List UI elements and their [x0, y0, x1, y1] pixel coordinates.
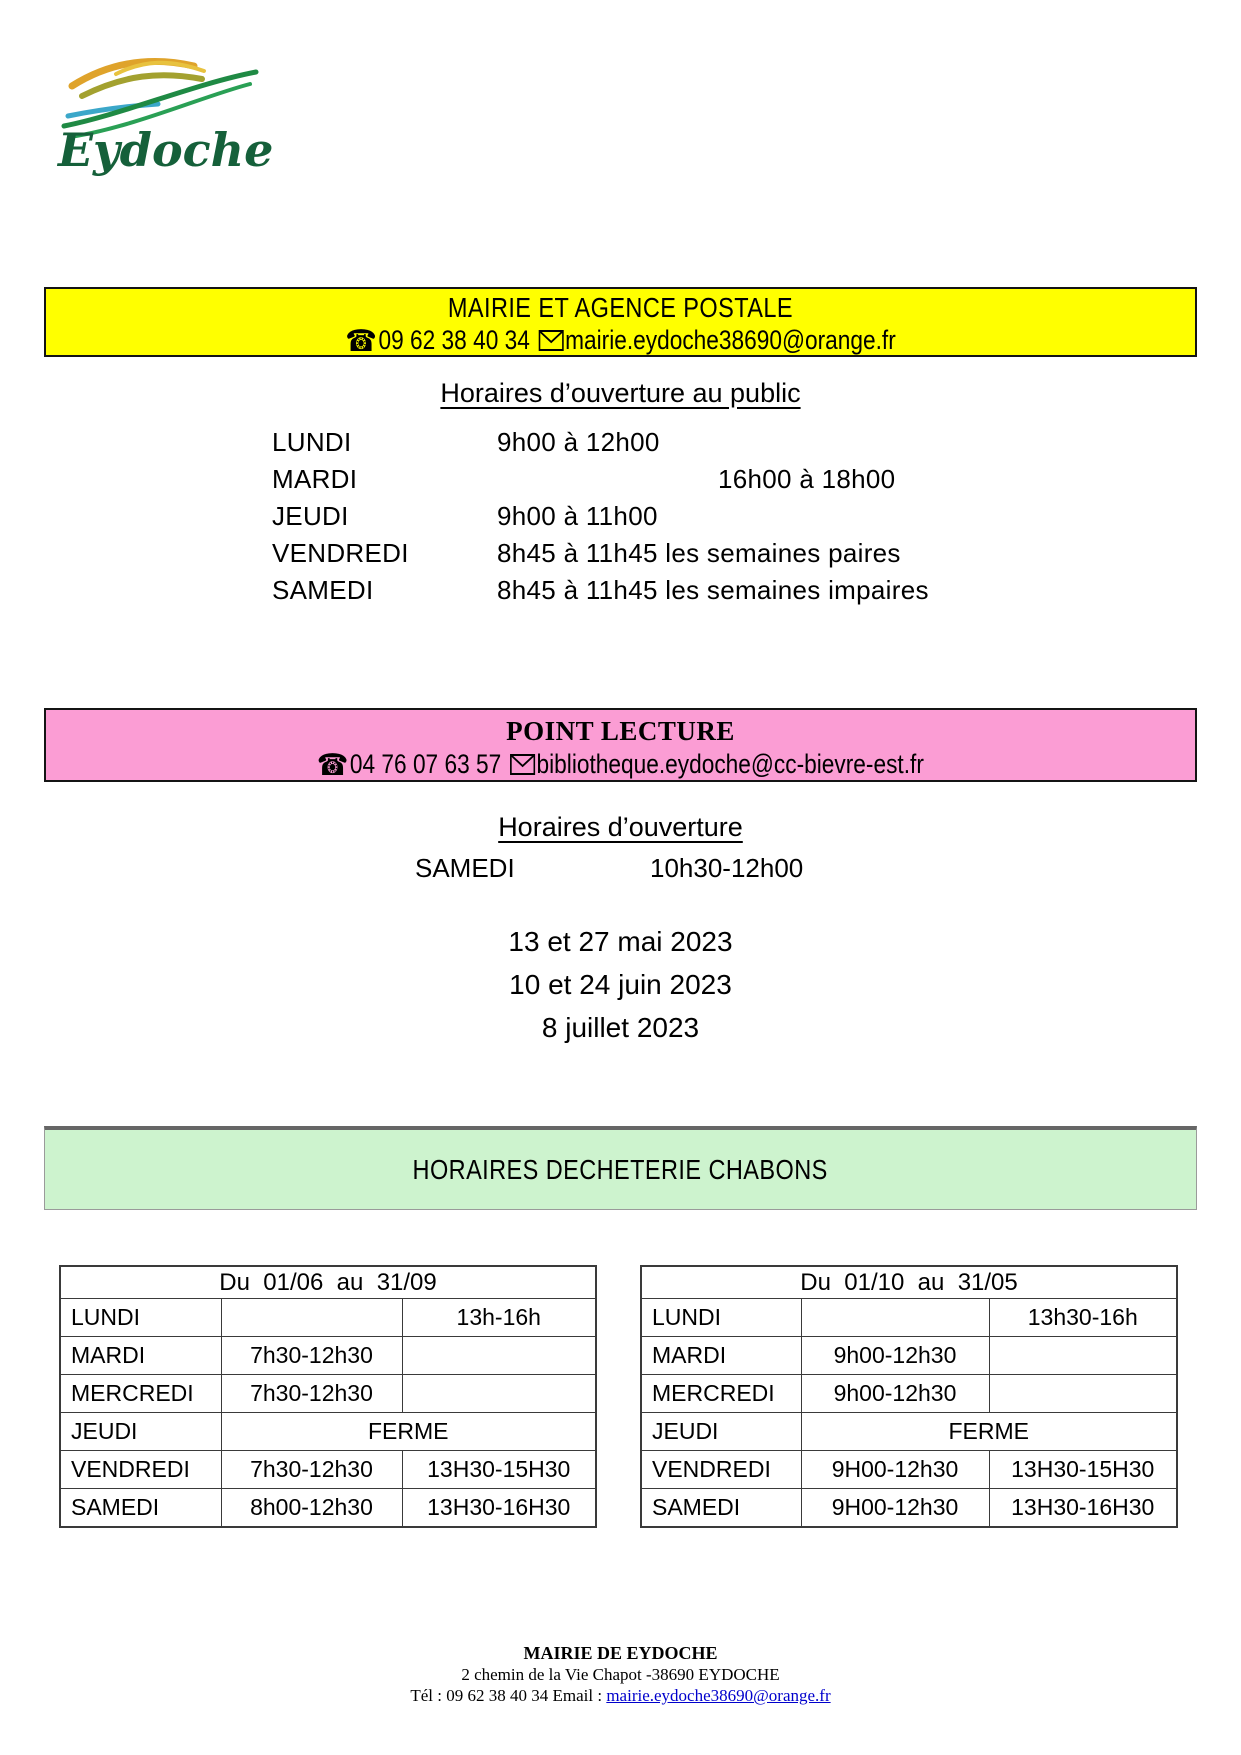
mairie-banner [44, 287, 1197, 357]
mairie-hours-heading: Horaires d’ouverture au public [440, 378, 801, 408]
envelope-icon [538, 330, 563, 351]
day-cell: SAMEDI [641, 1489, 801, 1528]
day-cell: MERCREDI [641, 1375, 801, 1413]
am-cell: 9H00-12h30 [801, 1451, 989, 1489]
table-row [641, 1489, 1177, 1528]
lecture-email: bibliotheque.eydoche@cc-bievre-est.fr [536, 749, 925, 779]
time-label: 8h45 à 11h45 les semaines impaires [497, 575, 929, 605]
day-cell: LUNDI [60, 1299, 221, 1337]
table-header-row [641, 1266, 1177, 1299]
table-row [641, 1413, 1177, 1451]
mairie-banner-title: MAIRIE ET AGENCE POSTALE [447, 292, 794, 323]
day-cell: VENDREDI [60, 1451, 221, 1489]
time-label: 16h00 à 18h00 [718, 464, 896, 494]
pm-cell [402, 1375, 596, 1413]
pm-cell [989, 1337, 1177, 1375]
table-row [641, 1299, 1177, 1337]
footer-address: 2 chemin de la Vie Chapot -38690 EYDOCHE [461, 1665, 780, 1684]
am-cell: 7h30-12h30 [221, 1375, 402, 1413]
pm-cell: 13H30-15H30 [402, 1451, 596, 1489]
table-row [641, 1451, 1177, 1489]
table-row [60, 1451, 596, 1489]
phone-icon: ☎ [316, 749, 349, 782]
mairie-hours-list [272, 424, 929, 609]
day-cell: MARDI [60, 1337, 221, 1375]
table-header-row [60, 1266, 596, 1299]
wheat-swoosh-icon [52, 32, 272, 182]
day-cell: MERCREDI [60, 1375, 221, 1413]
table-row [60, 1299, 596, 1337]
pm-cell [989, 1375, 1177, 1413]
pm-cell: 13h30-16h [989, 1299, 1177, 1337]
day-label: SAMEDI [272, 575, 374, 605]
envelope-icon [510, 754, 535, 775]
day-cell: MARDI [641, 1337, 801, 1375]
am-cell: 9h00-12h30 [801, 1337, 989, 1375]
day-cell: SAMEDI [60, 1489, 221, 1528]
am-cell: 9H00-12h30 [801, 1489, 989, 1528]
time-label: 8h45 à 11h45 les semaines paires [497, 538, 901, 568]
date-line: 8 juillet 2023 [541, 1012, 700, 1043]
table-row [60, 1413, 596, 1451]
date-line: 10 et 24 juin 2023 [509, 969, 732, 1000]
hours-row [272, 461, 929, 498]
time-label: 10h30-12h00 [650, 852, 804, 883]
day-cell: LUNDI [641, 1299, 801, 1337]
pm-cell: 13h-16h [402, 1299, 596, 1337]
footer-email-link[interactable]: mairie.eydoche38690@orange.fr [606, 1686, 831, 1705]
day-label: VENDREDI [272, 538, 409, 568]
decheterie-banner [44, 1126, 1197, 1210]
decheterie-title: HORAIRES DECHETERIE CHABONS [412, 1153, 829, 1185]
footer-title: MAIRIE DE EYDOCHE [523, 1643, 718, 1663]
footer-contact [0, 1685, 1241, 1706]
hours-row [272, 535, 929, 572]
table-row [60, 1375, 596, 1413]
decheterie-table-winter [640, 1265, 1178, 1528]
lecture-hours-heading: Horaires d’ouverture [498, 812, 743, 842]
day-label: LUNDI [272, 427, 352, 457]
mairie-phone: 09 62 38 40 34 [378, 325, 530, 355]
am-cell [221, 1299, 402, 1337]
hours-row [272, 572, 929, 609]
point-lecture-contact [317, 748, 924, 782]
point-lecture-banner [44, 708, 1197, 782]
hours-row [272, 498, 929, 535]
decheterie-table-summer [59, 1265, 597, 1528]
time-label: 9h00 à 11h00 [497, 501, 658, 531]
mairie-email: mairie.eydoche38690@orange.fr [565, 325, 896, 355]
closed-cell: FERME [801, 1413, 1177, 1451]
lecture-phone: 04 76 07 63 57 [350, 749, 502, 779]
date-line: 13 et 27 mai 2023 [508, 926, 733, 957]
am-cell: 7h30-12h30 [221, 1451, 402, 1489]
pm-cell: 13H30-16H30 [989, 1489, 1177, 1528]
hours-row [272, 424, 929, 461]
phone-icon: ☎ [345, 325, 377, 358]
period-header: Du 01/06 au 31/09 [60, 1266, 596, 1299]
closed-cell: FERME [221, 1413, 596, 1451]
pm-cell: 13H30-15H30 [989, 1451, 1177, 1489]
am-cell: 7h30-12h30 [221, 1337, 402, 1375]
period-header: Du 01/10 au 31/05 [641, 1266, 1177, 1299]
table-row [641, 1375, 1177, 1413]
table-row [60, 1489, 596, 1528]
day-cell: JEUDI [641, 1413, 801, 1451]
day-cell: VENDREDI [641, 1451, 801, 1489]
day-label: JEUDI [272, 501, 349, 531]
footer-contact-prefix: Tél : 09 62 38 40 34 Email : [410, 1686, 607, 1705]
table-row [641, 1337, 1177, 1375]
logo-text: Eydoche [58, 123, 272, 177]
am-cell: 8h00-12h30 [221, 1489, 402, 1528]
table-row [60, 1337, 596, 1375]
mairie-banner-contact [345, 324, 895, 358]
hours-row [415, 851, 803, 885]
point-lecture-title: POINT LECTURE [506, 716, 735, 746]
footer [0, 1642, 1241, 1706]
am-cell [801, 1299, 989, 1337]
pm-cell [402, 1337, 596, 1375]
time-label: 9h00 à 12h00 [497, 427, 660, 457]
day-cell: JEUDI [60, 1413, 221, 1451]
am-cell: 9h00-12h30 [801, 1375, 989, 1413]
pm-cell: 13H30-16H30 [402, 1489, 596, 1528]
day-label: SAMEDI [415, 852, 515, 883]
day-label: MARDI [272, 464, 358, 494]
eydoche-logo [52, 32, 272, 182]
lecture-dates [0, 920, 1241, 1049]
